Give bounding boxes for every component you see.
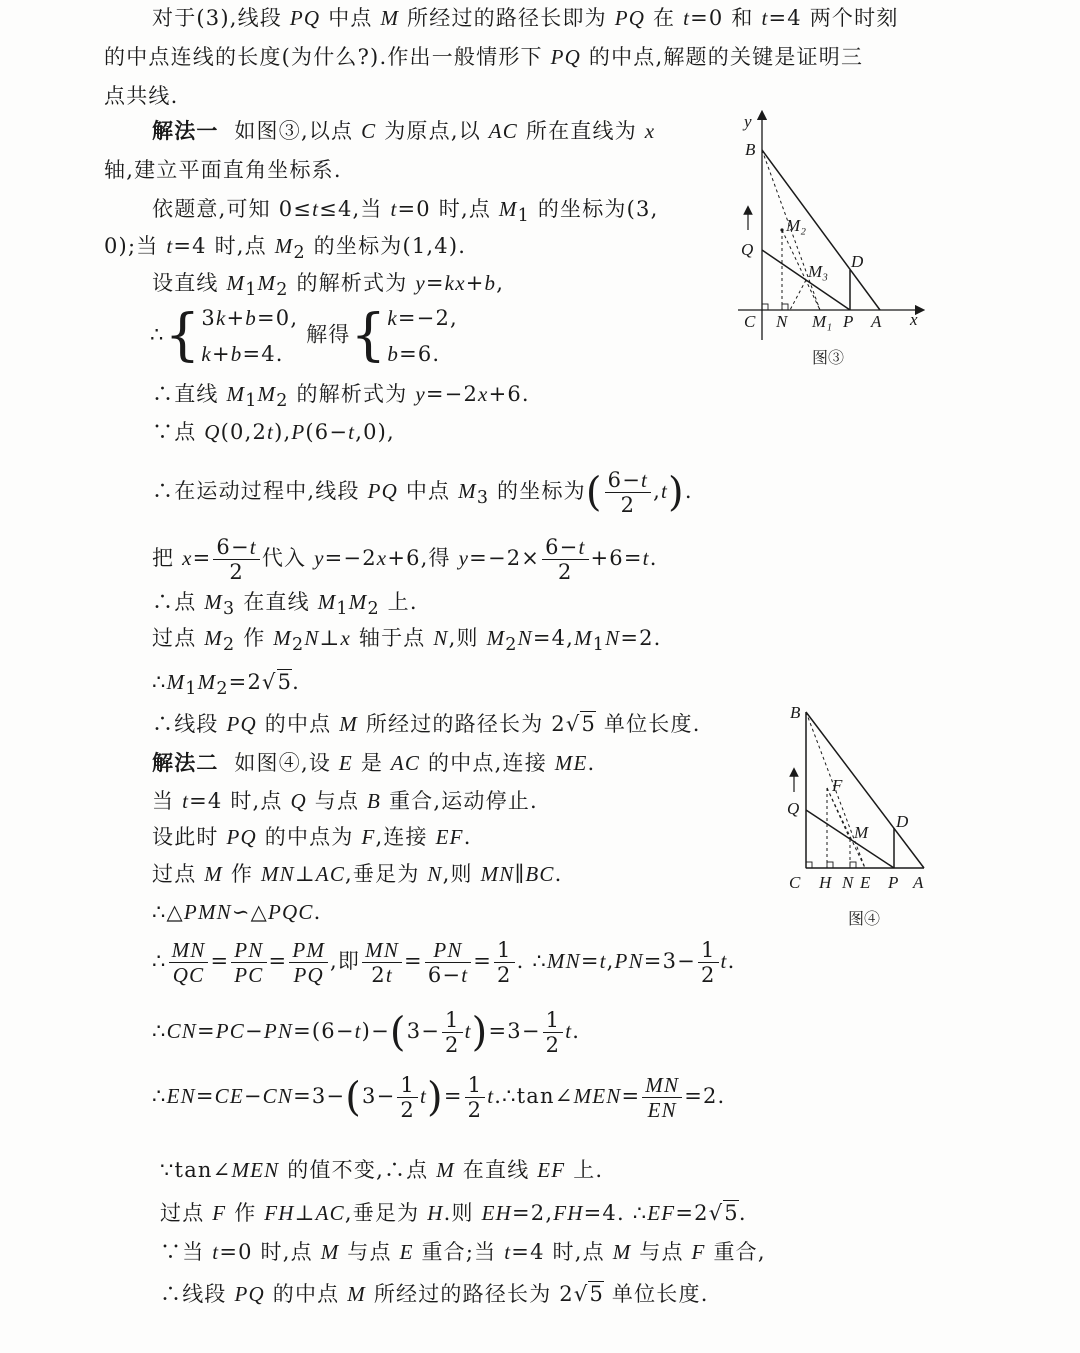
label-D: D (851, 252, 864, 271)
right-angle-mark (806, 862, 812, 868)
text-line: 轴,建立平面直角坐标系. (104, 158, 342, 182)
figure-3-diagram (730, 105, 930, 375)
label-C: C (789, 873, 801, 892)
text-line: $\therefore M_1M_2=2√5$. (152, 670, 301, 700)
text-line: 当 t=4 时,点 Q 与点 B 重合,运动停止. (152, 789, 538, 813)
text-line: 过点 M 作 MN⊥AC,垂足为 N,则 MN∥BC. (152, 862, 563, 886)
segment-BA (806, 712, 924, 868)
label-A: A (871, 312, 882, 331)
solution-1-title: 解法一 (152, 118, 219, 143)
right-angle-mark (850, 862, 856, 868)
text-line: ∵当 t=0 时,点 M 与点 E 重合;当 t=4 时,点 M 与点 F 重合, (160, 1240, 766, 1264)
solution-2-line-1: 解法二 如图④,设 E 是 AC 的中点,连接 ME. (152, 750, 596, 775)
label-C: C (744, 312, 756, 331)
text-line: 的中点连线的长度(为什么?).作出一般情形下 PQ 的中点,解题的关键是证明三 (104, 45, 864, 69)
text-line: ∴ $\frac{MN}{QC}$ = $\frac{PN}{PC}$ = $\frac{PM}{PQ}$ ,即 $\frac{MN}{2t}$ = $\frac{PN}{6-t}$ = $\frac{1}{2}$ . ∴MN=t,PN=3− $\frac{1}{2}$ t. (152, 938, 736, 987)
text-line: ∴EN=CE−CN=3−(3− $\frac{1}{2}$ t)= $\frac{1}{2}$ t.∴tan∠MEN= $\frac{MN}{EN}$ =2. (152, 1073, 726, 1122)
text-line: ∴线段 PQ 的中点 M 所经过的路径长为 2√5 单位长度. (152, 712, 701, 736)
text-line: 对于(3),线段 PQ 中点 M 所经过的路径长即为 PQ 在 t=0 和 t=4 两个时刻 (152, 6, 899, 30)
label-M1: M₁ (812, 312, 833, 331)
label-P: P (888, 873, 899, 892)
text-line: 过点 F 作 FH⊥AC,垂足为 H.则 EH=2,FH=4. ∴EF=2√5. (160, 1201, 747, 1225)
text-line: ∴点 $M_3$ 在直线 $M_1M_2$ 上. (152, 590, 418, 620)
text-line: ∴直线 $M_1M_2$ 的解析式为 y=−2x+6. (152, 382, 530, 412)
label-M2: M₂ (786, 216, 807, 235)
label-A: A (913, 873, 924, 892)
label-H: H (819, 873, 832, 892)
text-line: 0);当 t=4 时,点 $M_2$ 的坐标为(1,4). (104, 234, 467, 264)
label-B: B (790, 703, 801, 722)
text-line: 依题意,可知 0≤t≤4,当 t=0 时,点 $M_1$ 的坐标为(3, (152, 197, 659, 227)
figure-4-diagram (780, 700, 950, 940)
text-line: 过点 $M_2$ 作 $M_2N\perp x$ 轴于点 N,则 $M_2N=4,M_1N=2$. (152, 626, 662, 656)
figure-4-caption: 图④ (848, 909, 881, 928)
right-angle-mark (762, 304, 768, 310)
text-line: ∴△PMN∽△PQC. (152, 900, 322, 924)
text-line: 把 x= $\frac{6-t}{2}$ 代入 y=−2x+6,得 y=−2× $\frac{6-t}{2}$ +6=t. (152, 535, 658, 584)
label-B: B (745, 140, 756, 159)
text-line: ∵点 Q(0,2t),P(6−t,0), (152, 420, 395, 444)
solution-2-title: 解法二 (152, 750, 219, 775)
label-y: y (744, 112, 752, 131)
label-M3: M₃ (808, 262, 829, 281)
label-Q: Q (787, 799, 800, 818)
label-M: M (854, 823, 869, 842)
label-F: F (832, 776, 843, 795)
dashed-M3 (790, 280, 806, 310)
figure-3-caption: 图③ (812, 348, 845, 367)
label-D: D (896, 812, 909, 831)
text-line: 点共线. (104, 84, 179, 108)
text-line: 设直线 $M_1M_2$ 的解析式为 y=kx+b, (152, 271, 505, 301)
label-N: N (842, 873, 854, 892)
text-line: ∴在运动过程中,线段 PQ 中点 $M_3$ 的坐标为( $\frac{6-t}{2}$ ,t). (152, 468, 693, 517)
text-line: ∵tan∠MEN 的值不变,∴点 M 在直线 EF 上. (160, 1158, 604, 1182)
label-x: x (910, 310, 918, 329)
label-P: P (843, 312, 854, 331)
label-E: E (860, 873, 871, 892)
segment-BA (762, 150, 880, 310)
solution-1-line-1: 解法一 如图③,以点 C 为原点,以 AC 所在直线为 x (152, 118, 656, 143)
right-angle-mark (782, 304, 788, 310)
text-line: 设此时 PQ 的中点为 F,连接 EF. (152, 825, 472, 849)
point-M2 (780, 228, 783, 231)
label-N: N (776, 312, 788, 331)
right-angle-mark (827, 862, 833, 868)
label-Q: Q (741, 240, 754, 259)
equation-system: ∴{3k+b=0, k+b=4. 解得{k=−2, b=6. (150, 303, 458, 368)
text-line: ∴线段 PQ 的中点 M 所经过的路径长为 2√5 单位长度. (160, 1282, 709, 1306)
text-line: ∴CN=PC−PN=(6−t)−(3− $\frac{1}{2}$ t)=3− $\frac{1}{2}$ t. (152, 1008, 581, 1057)
